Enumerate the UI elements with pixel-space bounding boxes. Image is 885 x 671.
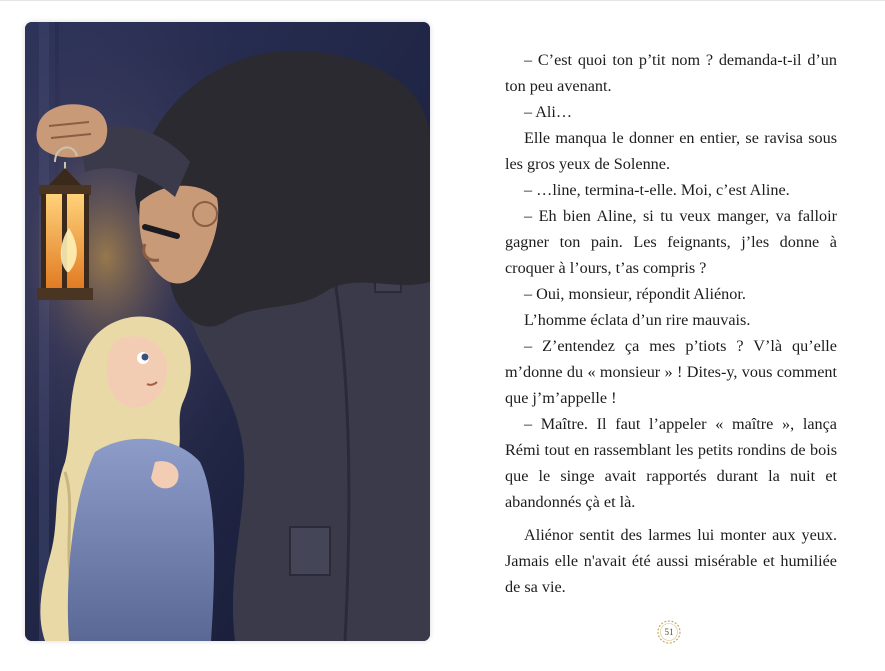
paragraph-4: – …line, termina-t-elle. Moi, c’est Aline. — [524, 181, 790, 199]
illustration-panel — [25, 22, 430, 641]
lantern-base — [37, 288, 93, 300]
paragraph-7: L’homme éclata d’un rire mauvais. — [524, 311, 751, 329]
page-number: 51 — [664, 627, 674, 637]
paragraph-5: – Eh bien Aline, si tu veux manger, va falloir gagner ton pain. Les feignants, j’les donne à croquer à l’ours, t’as compris ? — [505, 207, 837, 277]
paragraph-1: – C’est quoi ton p’tit nom ? demanda-t-il d’un ton peu avenant. — [505, 51, 837, 95]
lantern-cap — [39, 185, 91, 195]
paragraph-8: – Z’entendez ça mes p’tiots ? V’là qu’elle m’donne du « monsieur » ! Dites-y, vous comment que j’m’appelle ! — [505, 337, 837, 407]
text-page — [505, 47, 837, 600]
paragraph-2: – Ali… — [524, 103, 573, 121]
page-number-badge — [655, 618, 683, 646]
girl-eye-iris — [142, 354, 149, 361]
lantern-frame-right — [84, 194, 89, 290]
night-scene-illustration — [25, 22, 430, 641]
lantern-frame-left — [41, 194, 46, 290]
paragraph-10: Aliénor sentit des larmes lui monter aux yeux. Jamais elle n'avait été aussi misérable et humiliée de sa vie. — [505, 526, 837, 596]
girl-dress — [68, 439, 214, 641]
paragraph-9: – Maître. Il faut l’appeler « maître », lança Rémi tout en rassemblant les petits rondins de bois que le singe avait rapportés durant la nuit et abandonnés çà et là. — [505, 415, 837, 511]
man-ear — [193, 202, 217, 226]
paragraph-3: Elle manqua le donner en entier, se ravisa sous les gros yeux de Solenne. — [505, 129, 837, 173]
paragraph-6: – Oui, monsieur, répondit Aliénor. — [524, 285, 746, 303]
coat-patch — [290, 527, 330, 575]
